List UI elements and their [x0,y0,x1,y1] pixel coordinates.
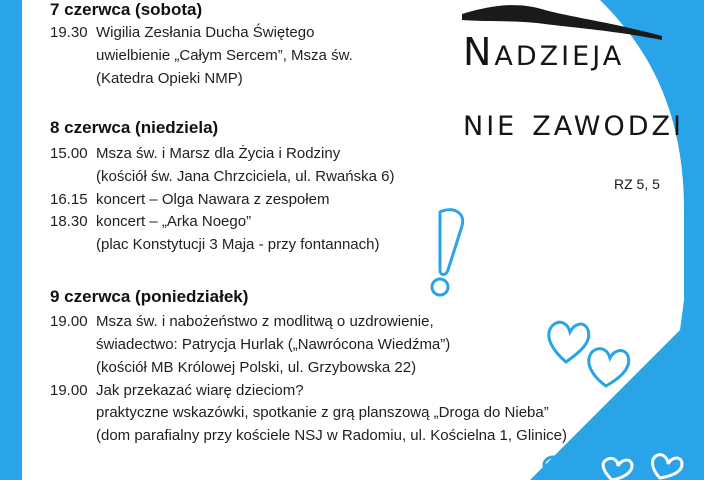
exclamation-icon [432,210,463,295]
motto-line-1: Nadzieja [463,30,625,74]
event-text: praktyczne wskazówki, spotkanie z grą planszową „Droga do Nieba” [96,404,549,421]
event-location: (kościół MB Królowej Polski, ul. Grzybowska 22) [96,359,417,376]
event-text: Msza św. i nabożeństwo z modlitwą o uzdrowienie, [96,313,434,330]
event-location: (kościół św. Jana Chrzciciela, ul. Rwańska 6) [96,168,395,185]
event-time: 19.00 [50,382,88,399]
event-time: 15.00 [50,145,88,162]
motto-line-2: nie zawodzi [463,100,684,144]
event-text: Jak przekazać wiarę dzieciom? [96,382,304,399]
day-heading: 7 czerwca (sobota) [50,0,203,19]
heart-icon [589,349,629,386]
event-time: 18.30 [50,213,88,230]
event-location: (plac Konstytucji 3 Maja - przy fontannach) [96,236,380,253]
event-location: (Katedra Opieki NMP) [96,70,243,87]
heart-icon [549,322,589,362]
event-location: (dom parafialny przy kościele NSJ w Radomiu, ul. Kościelna 1, Glinice) [96,427,568,444]
event-text: koncert – „Arka Noego” [96,213,252,230]
event-text: uwielbienie „Całym Sercem”, Msza św. [96,47,353,64]
event-text: Msza św. i Marsz dla Życia i Rodziny [96,145,341,162]
event-text: koncert – Olga Nawara z zespołem [96,191,330,208]
event-text: świadectwo: Patrycja Hurlak („Nawrócona Wiedźma”) [96,336,451,353]
event-time: 19.30 [50,24,88,41]
event-time: 19.00 [50,313,88,330]
day-heading: 9 czerwca (poniedziałek) [50,287,249,306]
event-text: Wigilia Zesłania Ducha Świętego [96,24,315,41]
event-time: 16.15 [50,191,88,208]
bible-verse-reference: RZ 5, 5 [614,176,660,192]
day-heading: 8 czerwca (niedziela) [50,118,219,137]
